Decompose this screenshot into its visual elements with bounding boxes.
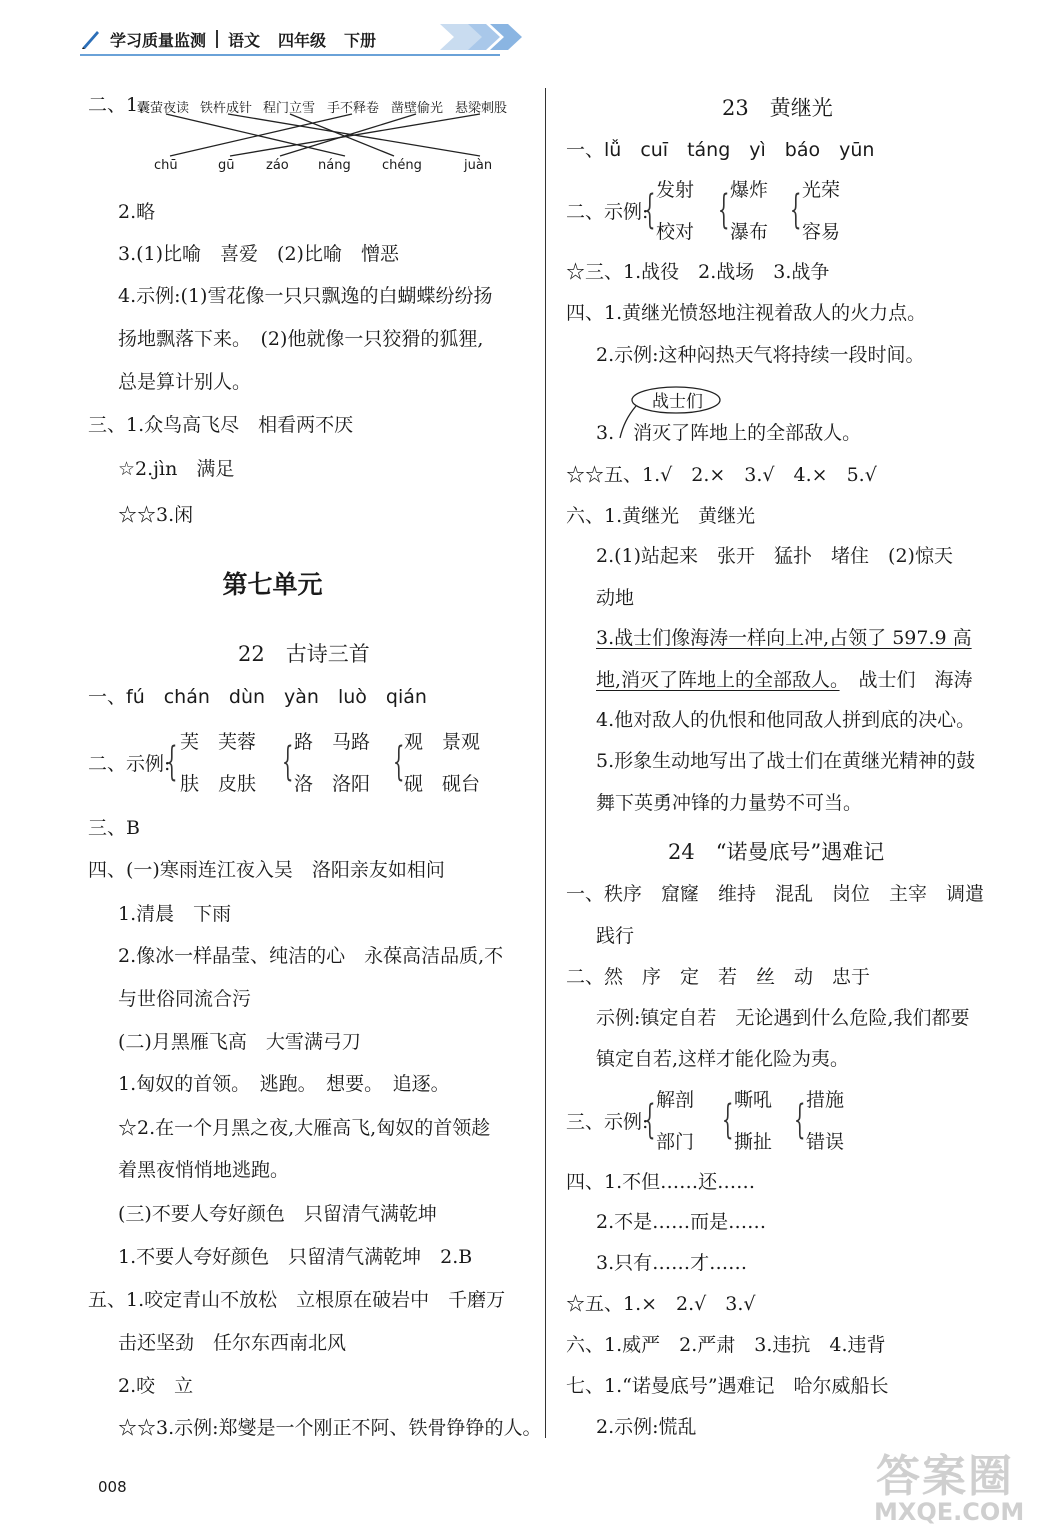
matching-lines [130,110,530,165]
answer-line: 一、秩序 窟窿 维持 混乱 岗位 主宰 调遣 [566,883,985,905]
answer-line: 示例:镇定自若 无论遇到什么危险,我们都要 [596,1007,970,1029]
answer-line: ☆☆五、1.√ 2.× 3.√ 4.× 5.√ [566,464,877,486]
answer-line: ☆2.jìn 满足 [118,458,235,480]
brace-icon: { [722,1097,734,1143]
pinyin-5: chéng [382,158,422,173]
brace-icon: { [644,1097,656,1143]
underlined-answer: 3.战士们像海涛一样向上冲,占领了 597.9 高 [596,627,972,649]
idiom-6: 悬梁刺股 [455,101,508,116]
answer-line: 5.形象生动地写出了战士们在黄继光精神的鼓 [596,750,976,772]
idiom-2: 铁杵成针 [200,101,253,116]
answer-line: 动地 [596,587,635,609]
answer-line: 镇定自若,这样才能化险为夷。 [596,1048,850,1070]
brace-icon: { [644,187,656,233]
brace-icon: { [282,739,294,785]
example-word: 芙 芙蓉 [180,731,257,753]
page-number: 008 [98,1478,127,1496]
answer-line: 六、1.威严 2.严肃 3.违抗 4.违背 [566,1334,886,1356]
brace-icon: { [393,739,405,785]
lesson-title-24: 24 “诺曼底号”遇难记 [668,840,885,864]
answer-line: ☆三、1.战役 2.战场 3.战争 [566,261,830,283]
example-word: 肤 皮肤 [180,773,257,795]
answer-line: 2.像冰一样晶莹、纯洁的心 永葆高洁品质,不 [118,945,504,967]
answer-line: 击还坚劲 任尔东西南北风 [118,1332,347,1354]
watermark-url: MXQE.COM [874,1498,1025,1526]
header-rule [80,54,500,56]
underlined-answer: 地,消灭了阵地上的全部敌人。 [596,669,840,691]
example-word: 嘶吼 [734,1089,773,1111]
header-divider [216,30,218,48]
answer-line: 六、1.黄继光 黄继光 [566,505,756,527]
insert-word: 战士们 [652,392,703,412]
example-word: 容易 [802,221,841,243]
example-label: 二、示例: [88,753,171,775]
answer-line: 三、B [88,817,140,839]
idiom-5: 凿壁偷光 [391,101,444,116]
example-word: 撕扯 [734,1131,773,1153]
example-word: 光荣 [802,179,841,201]
brace-icon: { [166,739,178,785]
answer-line: 1.不要人夸好颜色 只留清气满乾坤 2.B [118,1246,473,1268]
column-divider [545,88,546,1438]
answer-tail: 战士们 海涛 [839,669,973,691]
answer-line: 2.略 [118,201,156,223]
idiom-4: 手不释卷 [327,101,380,116]
answer-line: 总是算计别人。 [118,371,252,393]
example-word: 洛 洛阳 [294,773,371,795]
example-word: 发射 [656,179,695,201]
example-word: 观 景观 [404,731,481,753]
answer-line: ☆☆3.示例:郑燮是一个刚正不阿、铁骨铮铮的人。 [118,1417,542,1439]
answer-line: 四、1.黄继光愤怒地注视着敌人的火力点。 [566,302,927,324]
header-volume: 下册 [344,30,377,50]
chevron-decoration-icon [440,22,530,52]
answer-line: 2.示例:这种闷热天气将持续一段时间。 [596,344,925,366]
answer-line: 4.示例:(1)雪花像一只只飘逸的白蝴蝶纷纷扬 [118,285,493,307]
pinyin-3: záo [266,158,289,173]
answer-line: 四、1.不但……还…… [566,1171,756,1193]
answer-line: 五、1.咬定青山不放松 立根原在破岩中 千磨万 [88,1289,506,1311]
answer-line: 4.他对敌人的仇恨和他同敌人拼到底的决心。 [596,709,976,731]
lesson-title-22: 22 古诗三首 [238,642,370,666]
watermark [866,1440,1026,1530]
answer-line: 1.匈奴的首领。 逃跑。 想要。 追逐。 [118,1073,450,1095]
example-word: 瀑布 [730,221,769,243]
answer-line: ☆☆3.闲 [118,504,194,526]
answer-line: ☆五、1.× 2.√ 3.√ [566,1293,756,1315]
watermark-logo: 答案圈 [876,1451,1014,1502]
pen-icon [80,28,102,50]
answer-line: 1.清晨 下雨 [118,903,232,925]
example-word: 校对 [656,221,695,243]
idiom-1: 囊萤夜读 [137,101,190,116]
answer-line: 3. 消灭了阵地上的全部敌人。 [596,422,862,444]
example-word: 措施 [806,1089,845,1111]
lesson-title-23: 23 黄继光 [722,96,833,120]
header-subject: 语文 [228,30,261,50]
answer-line: ☆2.在一个月黑之夜,大雁高飞,匈奴的首领趁 [118,1117,491,1139]
pinyin-4: náng [318,158,351,173]
answer-line: 2.(1)站起来 张开 猛扑 堵住 (2)惊天 [596,545,953,567]
example-word: 砚 砚台 [404,773,481,795]
example-word: 错误 [806,1131,845,1153]
header-grade: 四年级 [278,30,327,50]
example-word: 部门 [656,1131,695,1153]
pinyin-1: chū [154,158,178,173]
answer-line: 践行 [596,925,635,947]
answer-line: 舞下英勇冲锋的力量势不可当。 [596,792,863,814]
answer-line: 2.咬 立 [118,1375,194,1397]
page-header [80,26,394,52]
answer-line: (二)月黑雁飞高 大雪满弓刀 [118,1031,361,1053]
answer-line: 三、1.众鸟高飞尽 相看两不厌 [88,414,354,436]
answer-line: 3.只有……才…… [596,1252,748,1274]
answer-line [596,668,973,692]
example-label: 三、示例: [566,1111,649,1133]
pinyin-2: gū [218,158,235,173]
answer-line: 一、lǚ cuī táng yì báo yūn [566,139,875,161]
answer-line: 一、fú chán dùn yàn luò qián [88,686,427,708]
answer-line: 七、1.“诺曼底号”遇难记 哈尔威船长 [566,1375,889,1397]
example-word: 路 马路 [294,731,371,753]
match-prefix: 二、1. [88,94,145,116]
brace-icon: { [718,187,730,233]
answer-line: 扬地飘落下来。 (2)他就像一只狡猾的狐狸, [118,328,484,350]
example-word: 解剖 [656,1089,695,1111]
answer-line: 2.不是……而是…… [596,1211,767,1233]
idiom-3: 程门立雪 [263,101,316,116]
example-word: 爆炸 [730,179,769,201]
pinyin-6: juàn [464,158,493,173]
brace-icon: { [790,187,802,233]
brace-icon: { [794,1097,806,1143]
header-title: 学习质量监测 [110,30,207,50]
answer-line: (三)不要人夸好颜色 只留清气满乾坤 [118,1203,437,1225]
unit-title: 第七单元 [222,570,323,599]
answer-line: 着黑夜悄悄地逃跑。 [118,1159,290,1181]
answer-line: 四、(一)寒雨连江夜入吴 洛阳亲友如相问 [88,859,445,881]
answer-line: 二、然 序 定 若 丝 动 忠于 [566,966,871,988]
answer-line: 2.示例:慌乱 [596,1416,697,1438]
answer-line: 与世俗同流合污 [118,988,252,1010]
example-label: 二、示例: [566,201,649,223]
answer-line: 3.(1)比喻 喜爱 (2)比喻 憎恶 [118,243,399,265]
